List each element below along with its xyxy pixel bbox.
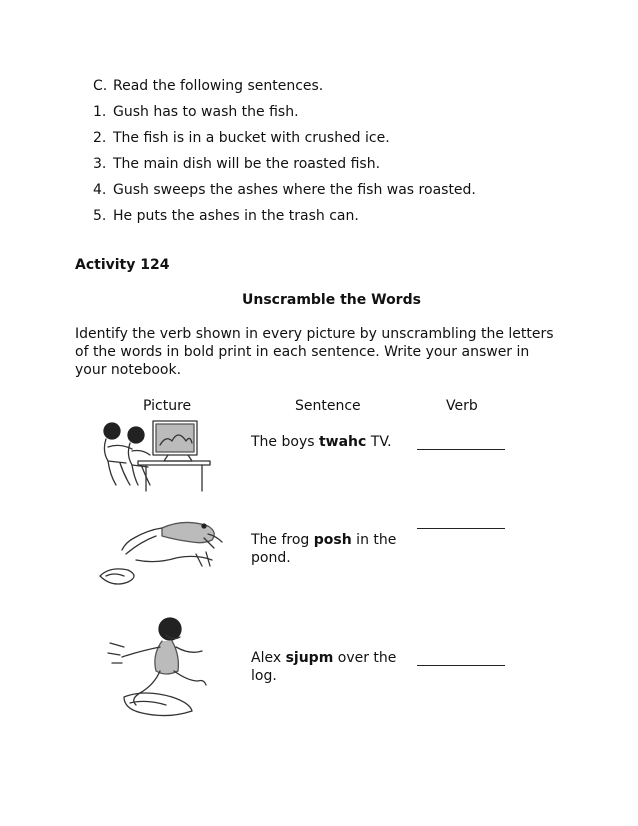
row-1-sentence [251, 433, 392, 451]
section-c-label: C. [93, 78, 108, 94]
row-3-scrambled-word: sjupm [285, 650, 334, 666]
row-1-sentence-before: The boys [251, 434, 319, 450]
sentence-2-number: 2. [93, 130, 107, 146]
row-2-sentence-after: in the pond. [251, 532, 397, 566]
row-3-sentence-line-1 [251, 649, 401, 685]
boy-jumping-icon [104, 613, 219, 721]
row-2-scrambled-word: posh [313, 532, 352, 548]
row-2-answer-blank [417, 527, 505, 529]
sentence-4-number: 4. [93, 182, 107, 198]
row-1-sentence-after: TV. [366, 434, 392, 450]
row-2-sentence-before: The frog [251, 532, 314, 548]
activity-subtitle: Unscramble the Words [242, 292, 421, 308]
activity-instructions: Identify the verb shown in every picture by unscrambling the letters of the words in bold print in each sentence. Write your answer in your notebook. [75, 326, 554, 378]
row-3-sentence-before: Alex [251, 650, 286, 666]
section-c-heading: Read the following sentences. [113, 78, 324, 94]
activity-title: Activity 124 [75, 257, 170, 273]
row-3-answer-blank [417, 664, 505, 666]
header-picture: Picture [143, 398, 192, 414]
sentence-5-text: He puts the ashes in the trash can. [113, 208, 359, 224]
row-3-sentence-after: over the log. [251, 650, 397, 684]
row-2-sentence-line-1 [251, 531, 401, 567]
boys-watching-tv-icon [98, 417, 213, 495]
sentence-1-number: 1. [93, 104, 107, 120]
sentence-3-text: The main dish will be the roasted fish. [113, 156, 381, 172]
sentence-5-number: 5. [93, 208, 107, 224]
sentence-3-number: 3. [93, 156, 107, 172]
row-1-scrambled-word: twahc [318, 434, 367, 450]
header-verb: Verb [446, 398, 478, 414]
row-1-answer-blank [417, 448, 505, 450]
sentence-4-text: Gush sweeps the ashes where the fish was roasted. [113, 182, 476, 198]
sentence-2-text: The fish is in a bucket with crushed ice. [113, 130, 390, 146]
frog-jumping-icon [96, 514, 231, 594]
sentence-1-text: Gush has to wash the fish. [113, 104, 299, 120]
header-sentence: Sentence [295, 398, 361, 414]
